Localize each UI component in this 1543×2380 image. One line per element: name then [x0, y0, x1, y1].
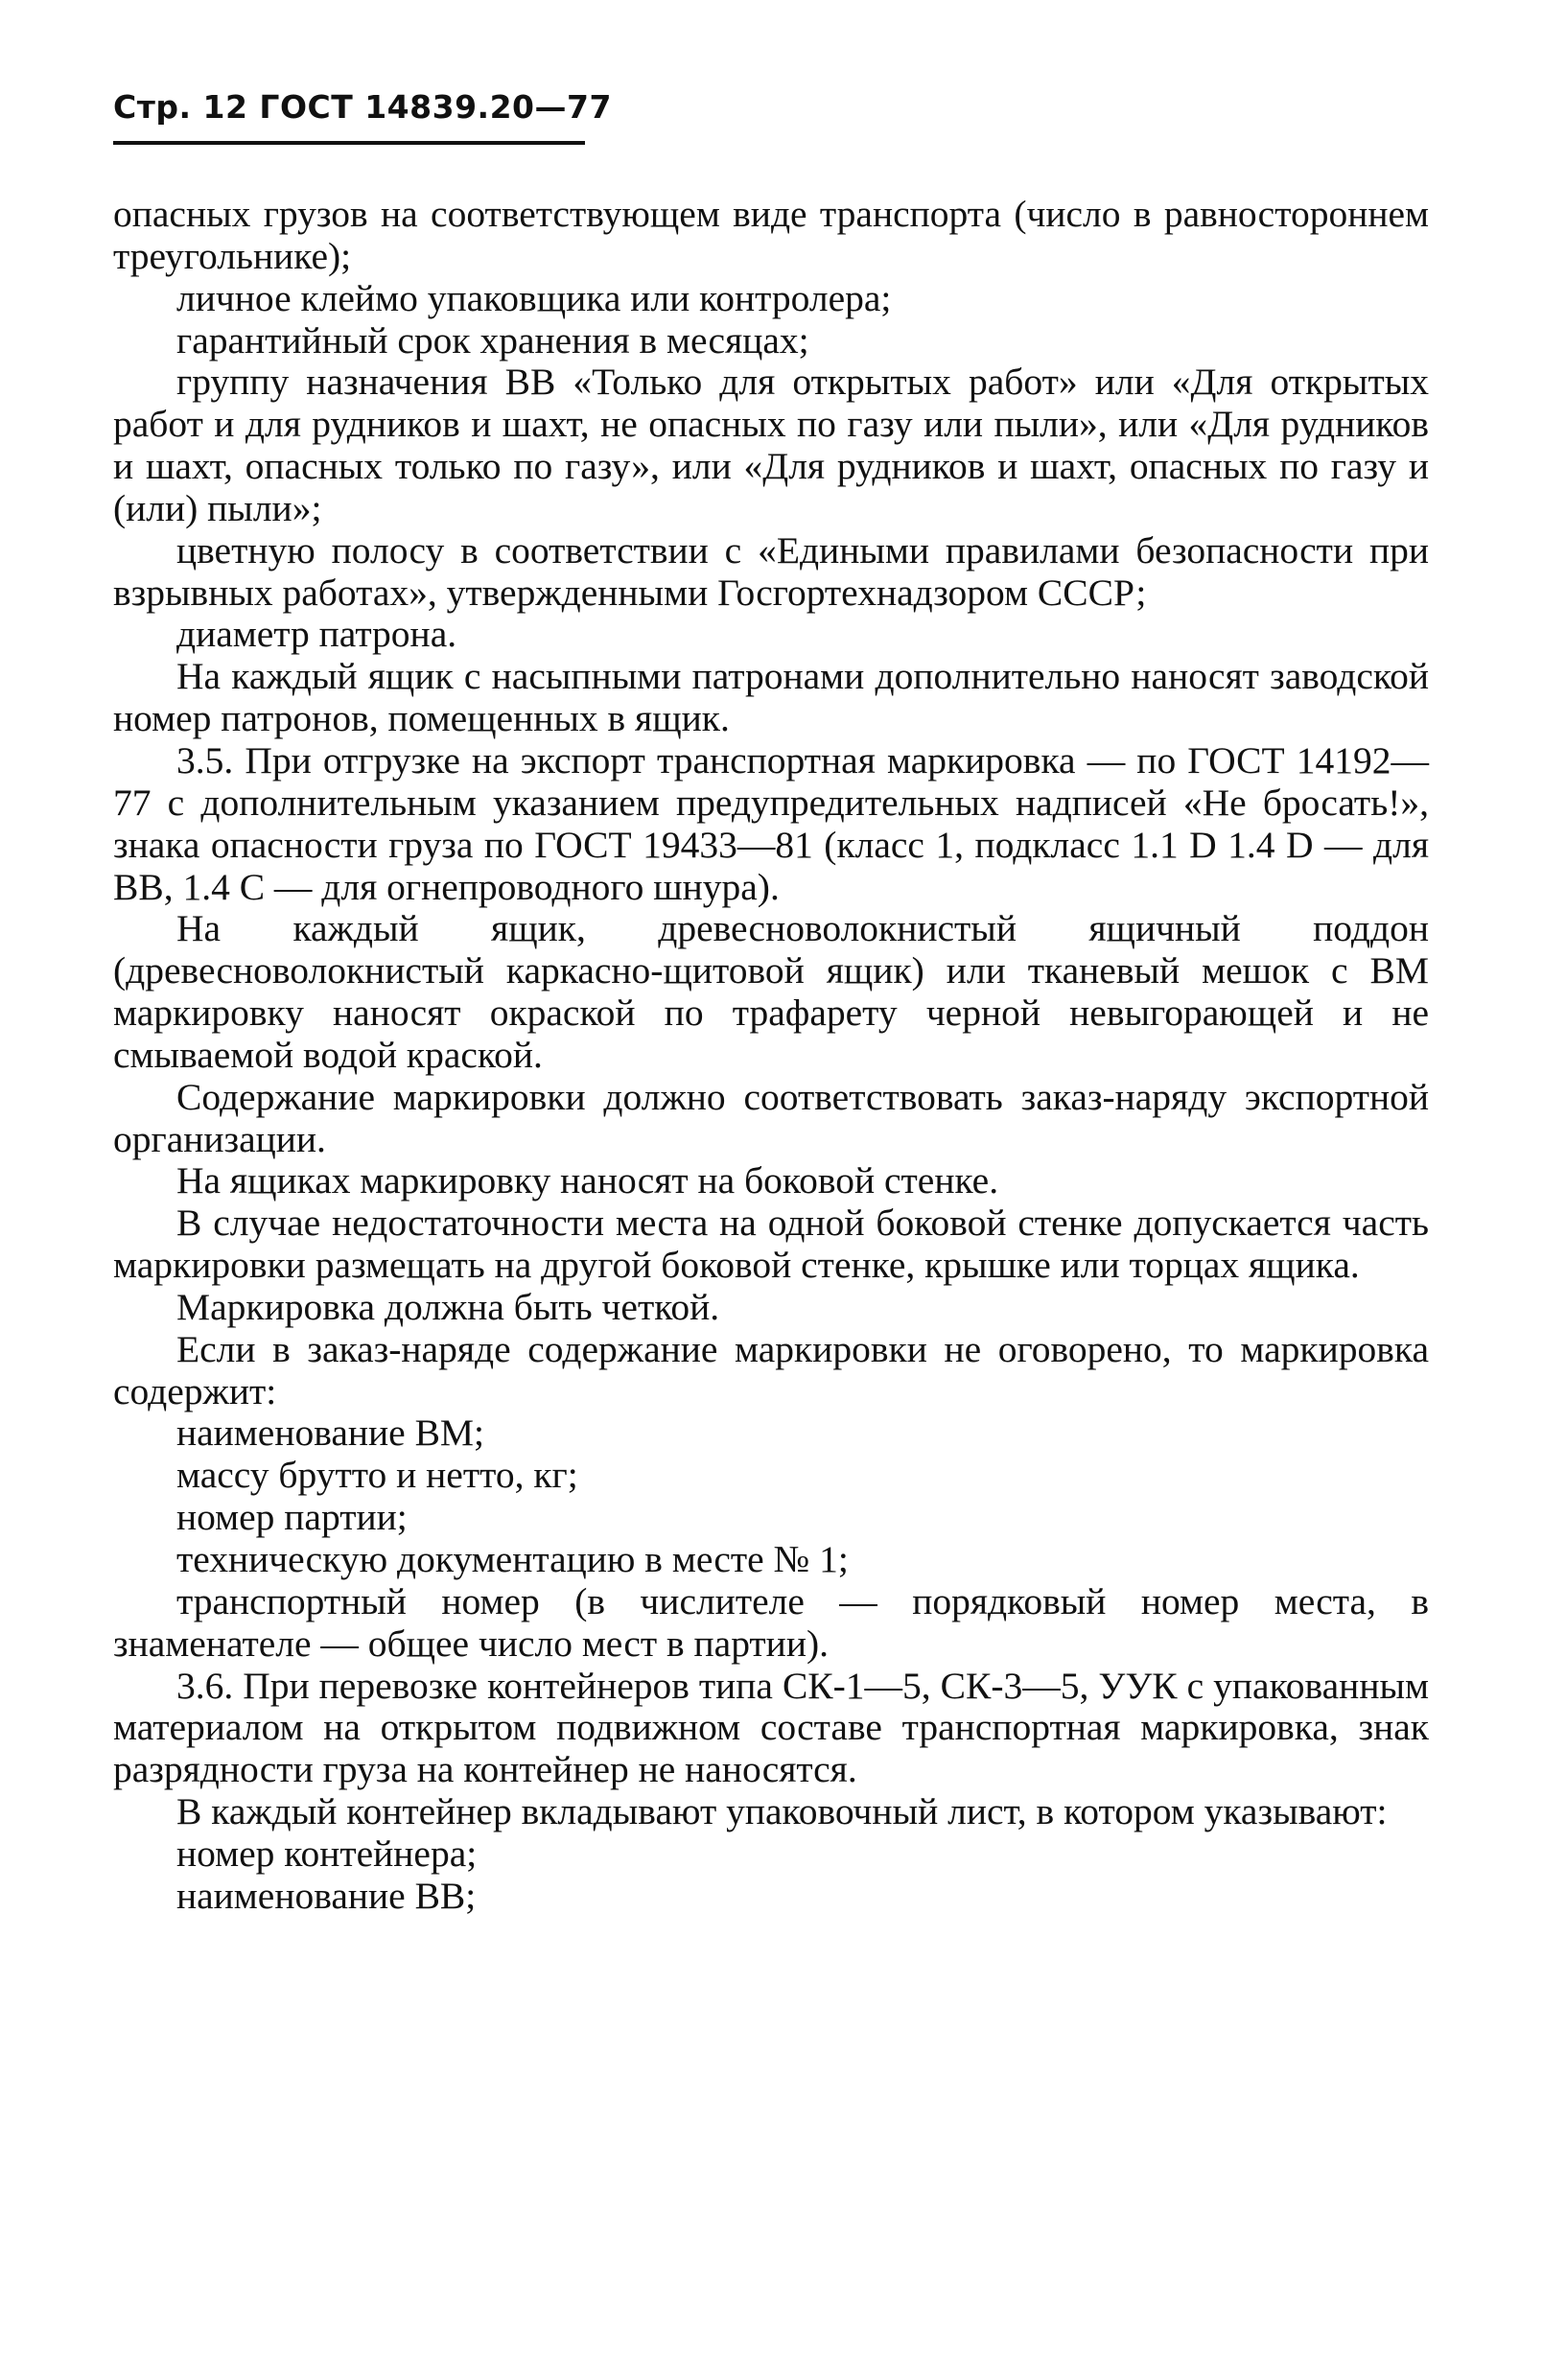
- list-item: номер контейнера;: [176, 1832, 478, 1875]
- paragraph: цветную полосу в соответствии с «Едиными правилами безопасности при взрывных работах», утвержденными Госгортехнадзором СССР;: [113, 528, 1429, 614]
- paragraph: группу назначения ВВ «Только для открытых работ» или «Для открытых работ и для рудников и шахт, не опасных по газу или пыли», или «Для рудников и шахт, опасных только по газу», или «Для рудников и шахт, опасных по газу и (или) пыли»;: [113, 361, 1429, 529]
- paragraph: На каждый ящик, древесноволокнистый ящичный поддон (древесноволокнистый каркасно-щитовой ящик) или тканевый мешок с ВМ маркировку наносят окраской по трафарету черной невыгорающей и не смываемой водой краской.: [113, 907, 1429, 1076]
- header-rule: [113, 141, 585, 145]
- list-item: наименование ВМ;: [176, 1412, 485, 1455]
- paragraph: На ящиках маркировку наносят на боковой стенке.: [176, 1159, 999, 1202]
- list-item: транспортный номер (в числителе — порядковый номер места, в знаменателе — общее число мест в партии).: [113, 1579, 1429, 1665]
- paragraph: опасных грузов на соответствующем виде транспорта (число в равностороннем треугольнике);: [113, 193, 1429, 277]
- page-number-label: Стр. 12: [113, 88, 248, 126]
- list-item: массу брутто и нетто, кг;: [176, 1454, 578, 1497]
- paragraph: личное клеймо упаковщика или контролера;: [176, 276, 892, 319]
- section-3-5: 3.5. При отгрузке на экспорт транспортная маркировка — по ГОСТ 14192—77 с дополнительным указанием предупредительных надписей «Не бросать!», знака опасности груза по ГОСТ 19433—81 (класс 1, подкласс 1.1 D 1.4 D — для ВВ, 1.4 С — для огнепроводного шнура).: [113, 738, 1429, 908]
- paragraph: гарантийный срок хранения в месяцах;: [176, 318, 809, 362]
- running-header: [113, 88, 612, 126]
- list-item: техническую документацию в месте № 1;: [176, 1538, 849, 1580]
- section-3-6: 3.6. При перевозке контейнеров типа СК-1—5, СК-3—5, УУК с упакованным материалом на открытом подвижном составе транспортная маркировка, знак разрядности груза на контейнер не наносятся.: [113, 1664, 1429, 1791]
- document-body: [113, 194, 1429, 1918]
- paragraph: Если в заказ-наряде содержание маркировки не оговорено, то маркировка содержит:: [113, 1327, 1429, 1412]
- paragraph: В каждый контейнер вкладывают упаковочный лист, в котором указывают:: [176, 1790, 1388, 1833]
- paragraph: В случае недостаточности места на одной боковой стенке допускается часть маркировки размещать на другой боковой стенке, крышке или торцах ящика.: [113, 1202, 1429, 1287]
- paragraph: На каждый ящик с насыпными патронами дополнительно наносят заводской номер патронов, помещенных в ящик.: [113, 655, 1429, 740]
- paragraph: Маркировка должна быть четкой.: [176, 1285, 720, 1328]
- list-item: номер партии;: [176, 1496, 408, 1539]
- paragraph: диаметр патрона.: [176, 613, 457, 656]
- standard-designation: ГОСТ 14839.20—77: [259, 88, 612, 126]
- list-item: наименование ВВ;: [176, 1874, 477, 1917]
- paragraph: Содержание маркировки должно соответствовать заказ-наряду экспортной организации.: [113, 1075, 1429, 1160]
